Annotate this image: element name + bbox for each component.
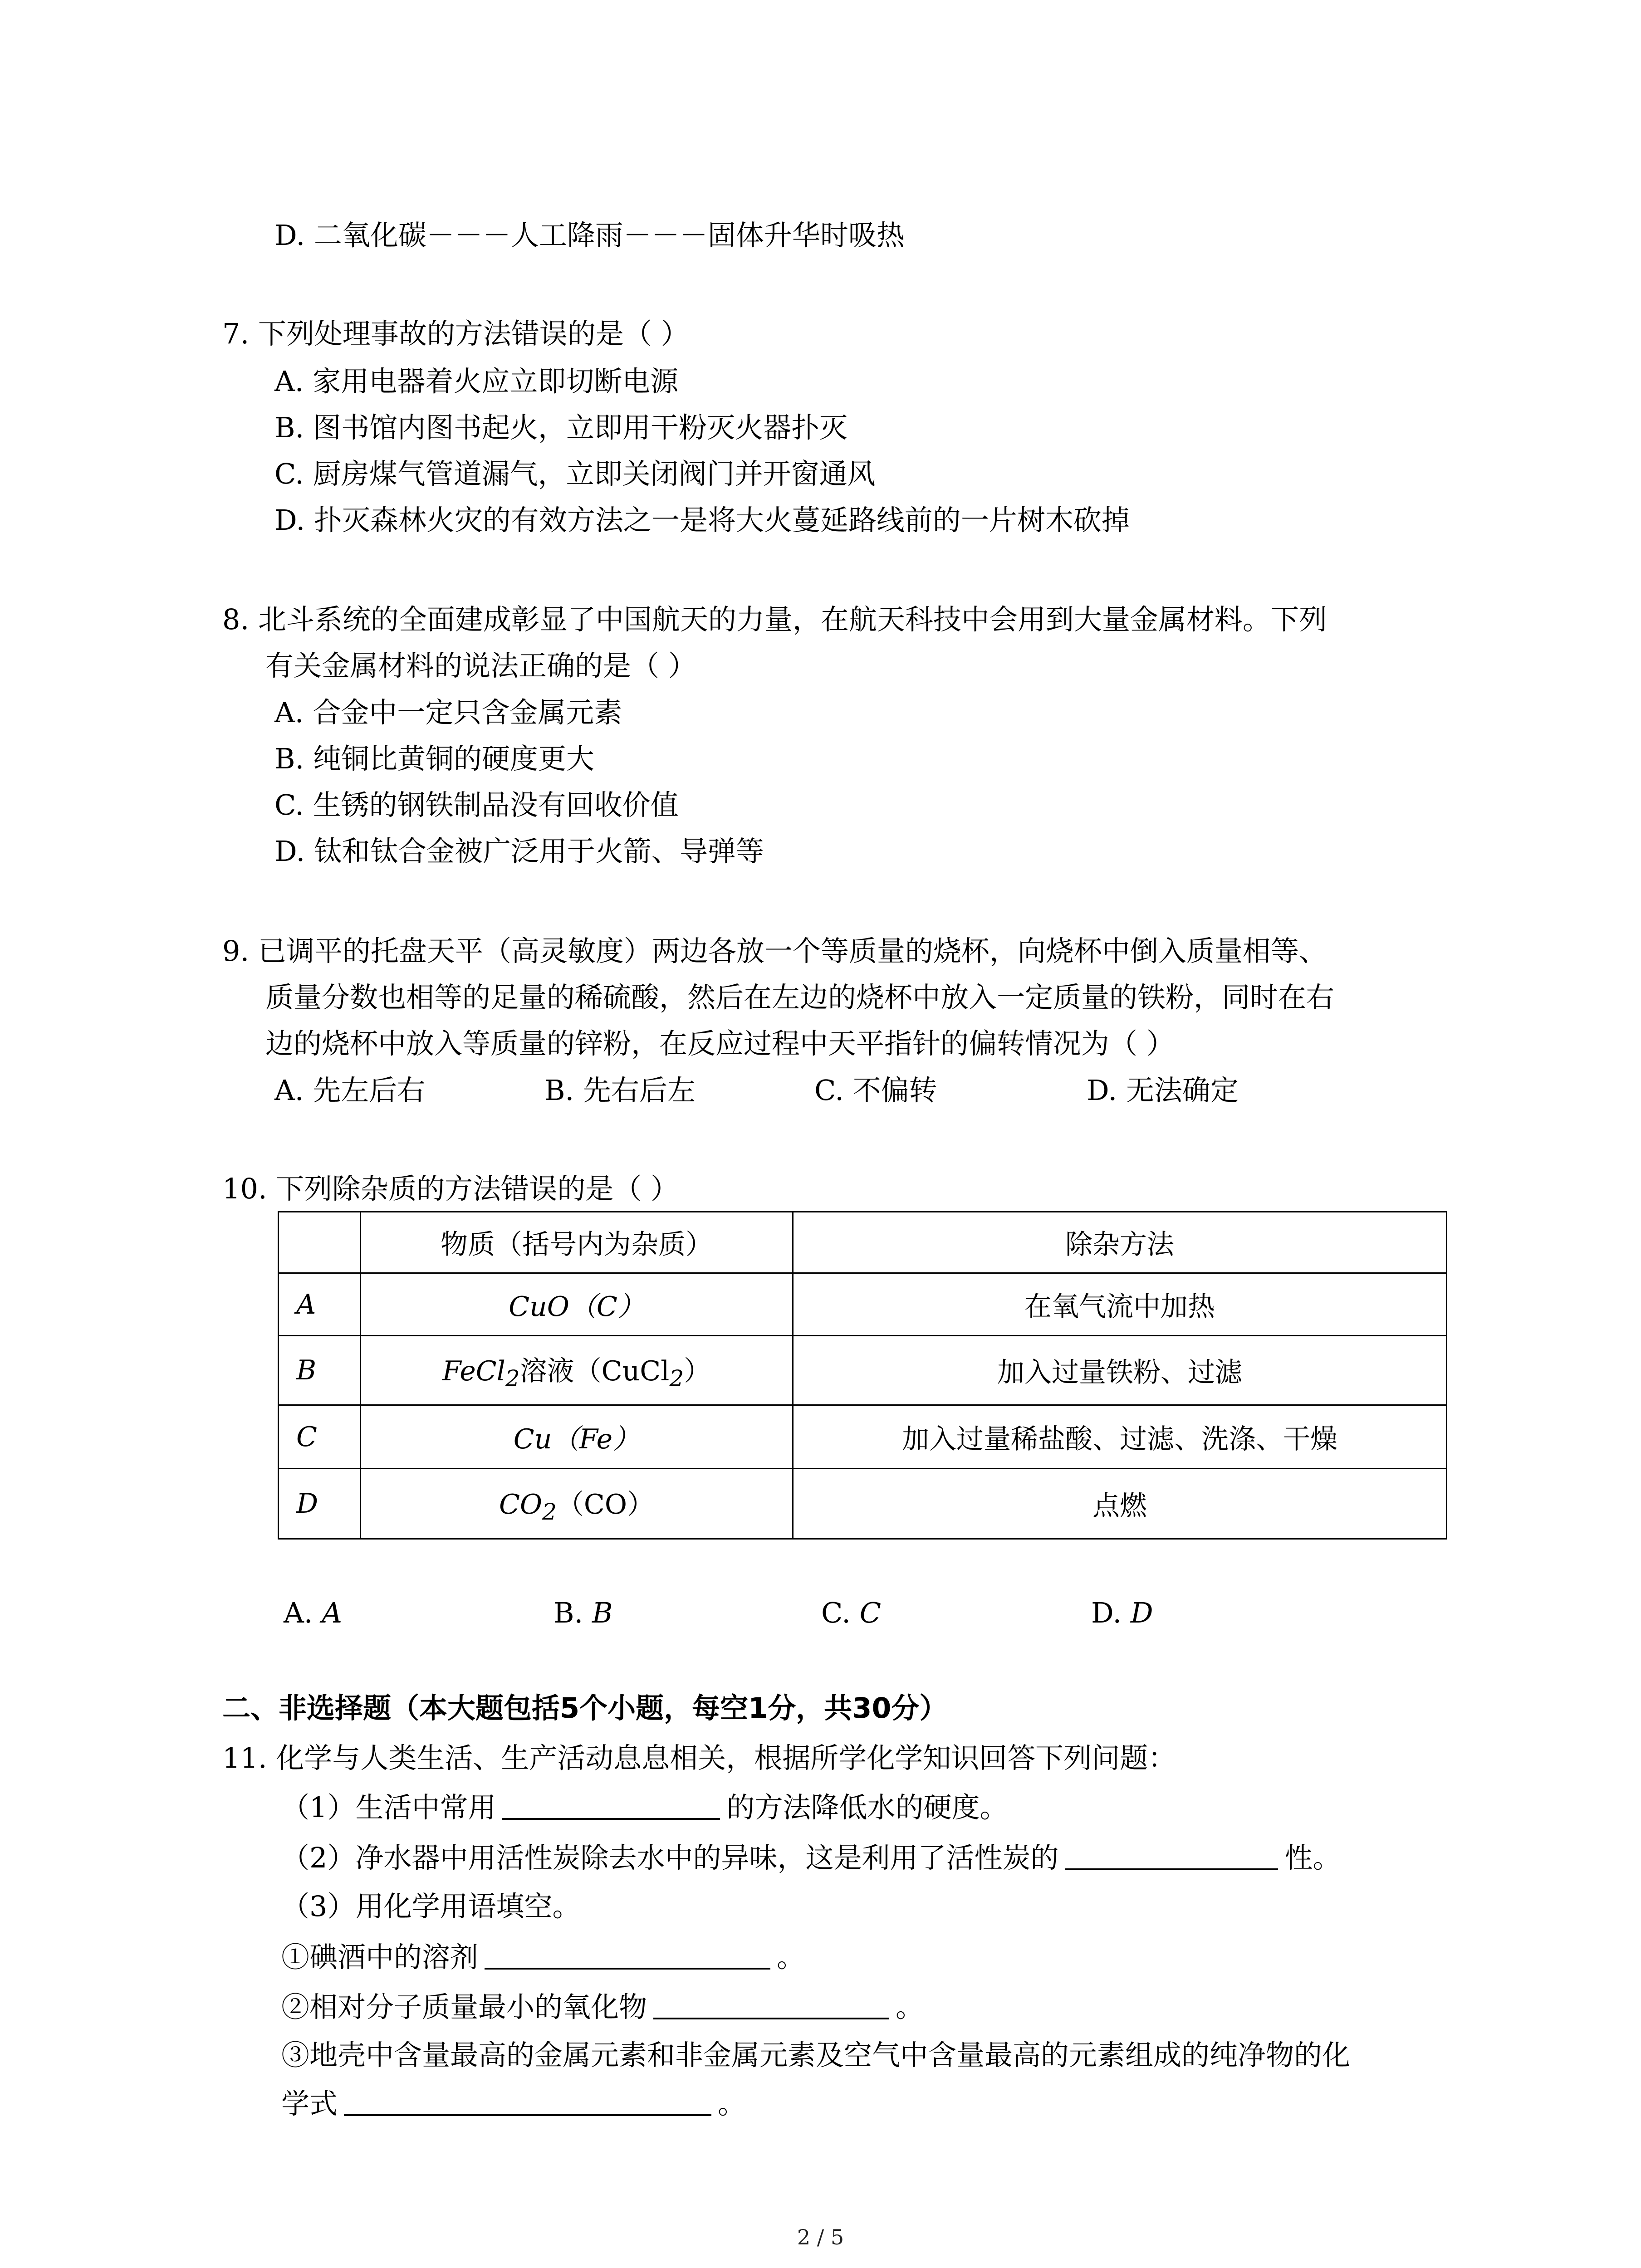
answer-blank[interactable]	[502, 1793, 720, 1820]
q10-option-b	[554, 1596, 613, 1629]
q11-part3-item2	[281, 1990, 924, 2024]
row-method: 在氧气流中加热	[793, 1273, 1447, 1336]
q7-option-b: B. 图书馆内图书起火，立即用干粉灭火器扑灭	[274, 411, 847, 444]
option-letter: C	[859, 1596, 882, 1629]
q6-option-d: D. 二氧化碳－－－人工降雨－－－固体升华时吸热	[274, 219, 905, 252]
row-method: 加入过量稀盐酸、过滤、洗涤、干燥	[793, 1405, 1447, 1469]
q10-option-d	[1091, 1596, 1153, 1629]
q7-option-a: A. 家用电器着火应立即切断电源	[274, 365, 679, 398]
q10-stem: 10. 下列除杂质的方法错误的是（ ）	[222, 1172, 679, 1205]
answer-blank[interactable]	[1065, 1843, 1278, 1870]
q9-stem-line2: 质量分数也相等的足量的稀硫酸，然后在左边的烧杯中放入一定质量的铁粉，同时在右	[265, 981, 1335, 1014]
q9-option-b: B. 先右后左	[544, 1074, 696, 1107]
row-method: 加入过量铁粉、过滤	[793, 1336, 1447, 1405]
answer-blank[interactable]	[485, 1942, 770, 1970]
table-row	[279, 1405, 1447, 1469]
option-letter: B	[592, 1596, 613, 1629]
option-letter: D	[1130, 1596, 1153, 1629]
table-row	[279, 1273, 1447, 1336]
q9-option-a: A. 先左后右	[274, 1074, 426, 1107]
part-text: 的方法降低水的硬度。	[726, 1791, 1008, 1824]
table-header-row	[279, 1212, 1447, 1273]
formula-text: 溶液（CuCl	[519, 1355, 670, 1387]
q11-part3-item1	[281, 1941, 805, 1974]
q11-part3: （3）用化学用语填空。	[281, 1890, 581, 1923]
q8-option-c: C. 生锈的钢铁制品没有回收价值	[274, 788, 679, 821]
section-heading: 二、非选择题（本大题包括5个小题，每空1分，共30分）	[222, 1691, 948, 1725]
part-text: （1）生活中常用	[281, 1791, 496, 1824]
part-text: 性。	[1284, 1841, 1341, 1874]
q11-stem: 11. 化学与人类生活、生产活动息息相关，根据所学化学知识回答下列问题：	[222, 1741, 1176, 1774]
answer-blank[interactable]	[344, 2089, 711, 2116]
q10-option-a	[284, 1596, 342, 1629]
formula-text: CO	[499, 1488, 543, 1520]
formula-subscript: 2	[505, 1365, 520, 1392]
formula-text: ）	[684, 1355, 711, 1387]
part-text: ②相对分子质量最小的氧化物	[281, 1990, 647, 2024]
page-number: 2 / 5	[797, 2225, 844, 2249]
q8-stem-line2: 有关金属材料的说法正确的是（ ）	[265, 649, 696, 682]
q11-part1	[281, 1793, 1008, 1822]
formula-subscript: 2	[669, 1365, 684, 1392]
q9-stem-line3: 边的烧杯中放入等质量的锌粉，在反应过程中天平指针的偏转情况为（ ）	[265, 1027, 1175, 1060]
impurity-removal-table	[278, 1211, 1447, 1540]
part-text: 。	[777, 1941, 805, 1974]
option-prefix: C.	[821, 1596, 860, 1629]
q7-option-c: C. 厨房煤气管道漏气，立即关闭阀门并开窗通风	[274, 457, 876, 490]
option-prefix: D.	[1091, 1596, 1131, 1629]
answer-blank[interactable]	[653, 1992, 889, 2019]
part-text: 。	[896, 1990, 924, 2024]
table-header-blank	[279, 1212, 361, 1273]
q8-option-b: B. 纯铜比黄铜的硬度更大	[274, 742, 594, 775]
q8-stem-line1: 8. 北斗系统的全面建成彰显了中国航天的力量，在航天科技中会用到大量金属材料。下列	[222, 603, 1327, 636]
row-label: D	[279, 1469, 361, 1539]
q11-part2	[281, 1843, 1341, 1872]
formula-text: （CO）	[556, 1488, 655, 1520]
table-row	[279, 1469, 1447, 1539]
q11-part3-item3-line2	[281, 2089, 746, 2118]
row-label: A	[279, 1273, 361, 1336]
q9-stem-line1: 9. 已调平的托盘天平（高灵敏度）两边各放一个等质量的烧杯，向烧杯中倒入质量相等、	[222, 934, 1327, 968]
q9-option-c: C. 不偏转	[814, 1074, 937, 1107]
row-substance: CuO（C）	[361, 1273, 793, 1336]
row-substance	[361, 1336, 793, 1405]
row-label: C	[279, 1405, 361, 1469]
table-row	[279, 1336, 1447, 1405]
table-header-method: 除杂方法	[793, 1212, 1447, 1273]
q7-option-d: D. 扑灭森林火灾的有效方法之一是将大火蔓延路线前的一片树木砍掉	[274, 503, 1130, 537]
part-text: 。	[718, 2087, 746, 2120]
row-substance: Cu（Fe）	[361, 1405, 793, 1469]
formula-subscript: 2	[542, 1498, 557, 1525]
part-text: ①碘酒中的溶剂	[281, 1941, 479, 1974]
q8-option-a: A. 合金中一定只含金属元素	[274, 696, 622, 729]
q11-part3-item3-line1: ③地壳中含量最高的金属元素和非金属元素及空气中含量最高的元素组成的纯净物的化	[281, 2038, 1351, 2072]
option-letter: A	[322, 1596, 342, 1629]
row-method: 点燃	[793, 1469, 1447, 1539]
row-label: B	[279, 1336, 361, 1405]
option-prefix: B.	[554, 1596, 592, 1629]
q8-option-d: D. 钛和钛合金被广泛用于火箭、导弹等	[274, 835, 764, 868]
part-text: 学式	[281, 2087, 338, 2120]
formula-text: FeCl	[442, 1355, 505, 1387]
table-header-substance: 物质（括号内为杂质）	[361, 1212, 793, 1273]
q9-option-d: D. 无法确定	[1087, 1074, 1239, 1107]
option-prefix: A.	[284, 1596, 322, 1629]
part-text: （2）净水器中用活性炭除去水中的异味，这是利用了活性炭的	[281, 1841, 1059, 1874]
q7-stem: 7. 下列处理事故的方法错误的是（ ）	[222, 317, 689, 350]
q10-option-c	[821, 1596, 882, 1629]
row-substance	[361, 1469, 793, 1539]
